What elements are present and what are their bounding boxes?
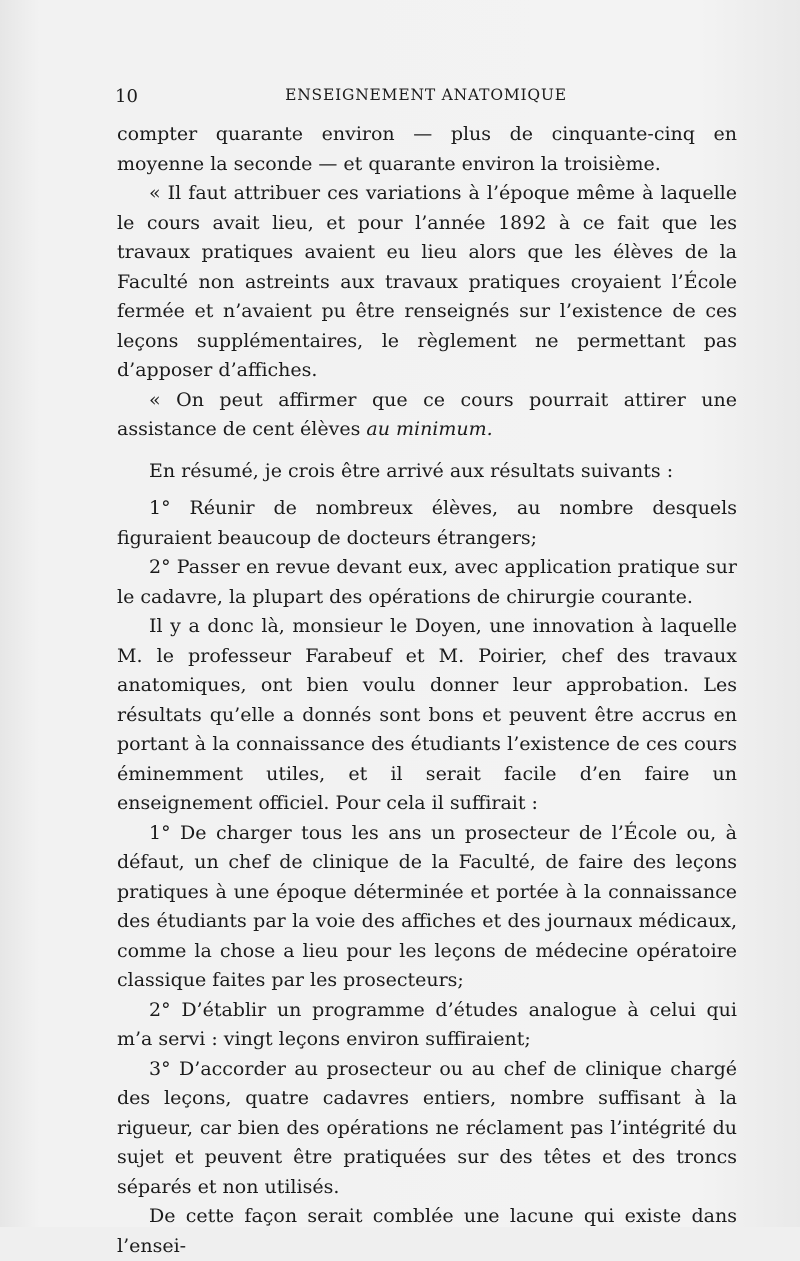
list-item-1-charger: 1° De charger tous les ans un prosecteur de l’École ou, à défaut, un chef de clinique de la Faculté, de faire des leçons pratiques à une époque déterminée et portée à la connaissance des étudiants par la voie des affiches et des journaux médicaux, comme la chose a lieu pour les leçons de médecine opératoire classique faites par les prosecteurs; xyxy=(117,821,737,991)
paragraph-variations: « Il faut attribuer ces variations à l’époque même à laquelle le cours avait lieu, et pour l’année 1892 à ce fait que les travaux pratiques avaient eu lieu alors que les élèves de la Faculté non astreints aux travaux pratiques croyaient l’École fermée et n’avaient pu être renseignés sur l’existence de ces leçons supplémentaires, le règlement ne permettant pas d’apposer d’affiches. xyxy=(117,182,737,381)
list-item-2-passer: 2° Passer en revue devant eux, avec application pratique sur le cadavre, la plupart des opérations de chirurgie courante. xyxy=(117,556,737,608)
list-item-2-etablir: 2° D’établir un programme d’études analogue à celui qui m’a servi : vingt leçons environ suffiraient; xyxy=(117,998,737,1050)
emphasis-au-minimum: au minimum. xyxy=(366,418,493,440)
paragraph-affirmer-text: « On peut affirmer que ce cours pourrait attirer une assistance de cent élèves xyxy=(117,388,737,440)
paragraph-resume: En résumé, je crois être arrivé aux résultats suivants : xyxy=(149,459,674,482)
paragraph-affirmer xyxy=(117,386,737,445)
paragraph-innovation: Il y a donc là, monsieur le Doyen, une innovation à laquelle M. le professeur Farabeuf et M. Poirier, chef des travaux anatomiques, ont bien voulu donner leur approbation. Les résultats qu’elle a donnés sont bons et peuvent être accrus en portant à la connaissance des étudiants l’existence de ces cours éminemment utiles, et il serait facile d’en faire un enseignement officiel. Pour cela il suffirait : xyxy=(117,615,737,814)
paragraph-continuation: compter quarante environ — plus de cinquante-cinq en moyenne la seconde — et quarante environ la troisième. xyxy=(117,123,737,175)
page-number: 10 xyxy=(115,86,138,107)
paragraph-lacune: De cette façon serait comblée une lacune qui existe dans l’ensei- xyxy=(117,1205,737,1257)
page-header xyxy=(115,86,737,110)
body-text xyxy=(117,120,737,1261)
running-title: ENSEIGNEMENT ANATOMIQUE xyxy=(285,86,567,104)
list-item-1-reunir: 1° Réunir de nombreux élèves, au nombre desquels figuraient beaucoup de docteurs étrangers; xyxy=(117,497,737,549)
list-item-3-accorder: 3° D’accorder au prosecteur ou au chef de clinique chargé des leçons, quatre cadavres entiers, nombre suffisant à la rigueur, car bien des opérations ne réclament pas l’intégrité du sujet et peuvent être pratiquées sur des têtes et des troncs séparés et non utilisés. xyxy=(117,1057,737,1198)
